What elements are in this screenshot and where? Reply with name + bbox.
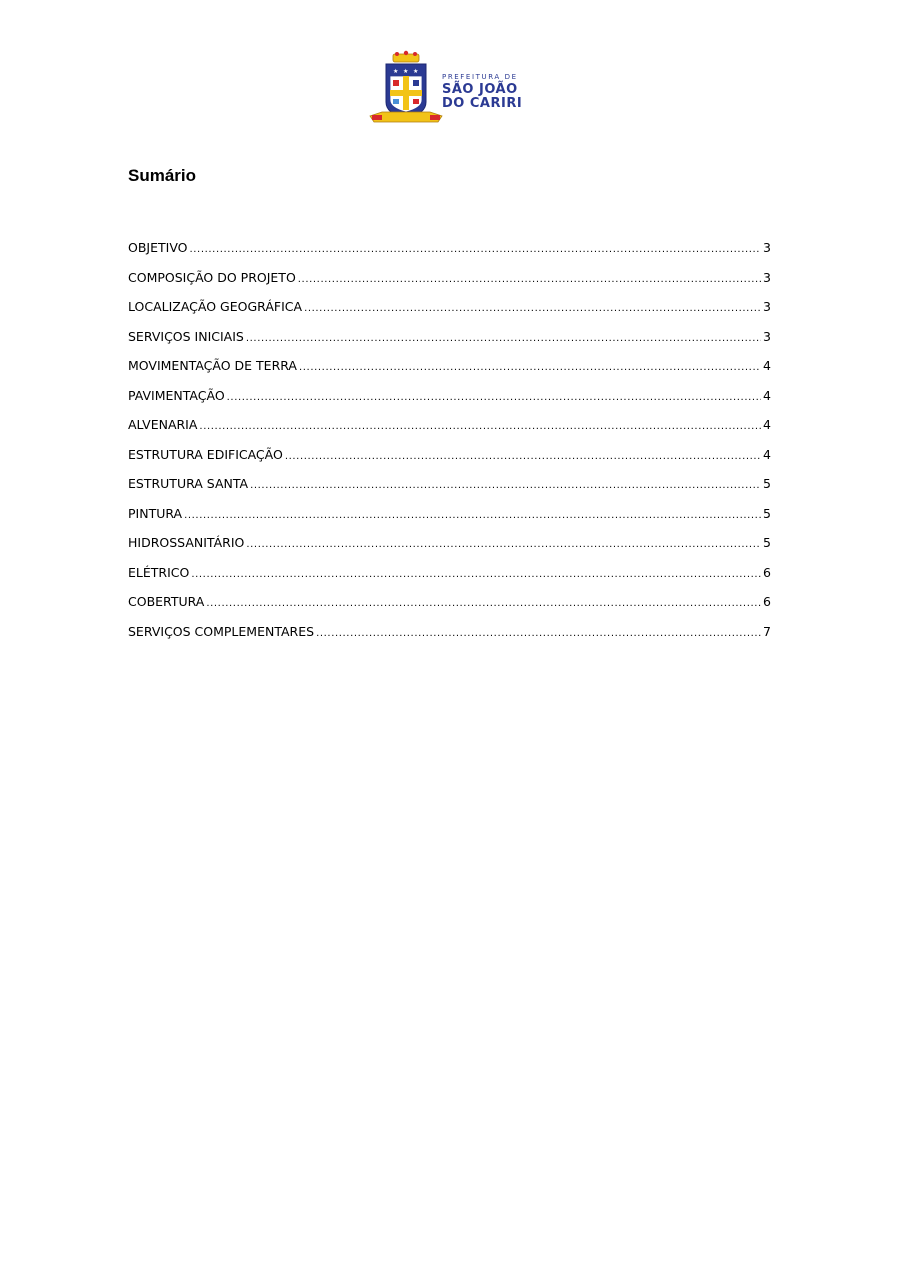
- logo-wordmark: [442, 74, 522, 111]
- toc-dot-leader: [190, 244, 762, 255]
- toc-entry-label: ALVENARIA: [128, 417, 198, 432]
- toc-entry-page: 4: [763, 387, 771, 403]
- toc-dot-leader: [316, 628, 761, 639]
- toc-entry[interactable]: [128, 240, 771, 270]
- toc-entry[interactable]: [128, 594, 771, 624]
- toc-entry-page: 4: [763, 417, 771, 432]
- svg-text:★: ★: [403, 68, 409, 75]
- toc-dot-leader: [206, 598, 761, 609]
- toc-entry-page: 3: [763, 240, 771, 255]
- toc-entry[interactable]: [128, 329, 771, 359]
- toc-entry-page: 5: [763, 505, 771, 521]
- toc-entry[interactable]: [128, 535, 771, 565]
- toc-title: Sumário: [128, 166, 197, 185]
- toc-entry-page: 3: [763, 269, 771, 285]
- toc-entry[interactable]: [128, 417, 771, 447]
- toc-entry-label: ESTRUTURA EDIFICAÇÃO: [128, 446, 283, 462]
- toc-entry-label: ESTRUTURA SANTA: [128, 476, 249, 491]
- toc-entry-page: 4: [763, 358, 771, 373]
- toc-entry[interactable]: [128, 447, 771, 477]
- toc-dot-leader: [246, 333, 761, 344]
- logo-subtitle: PREFEITURA DE: [442, 73, 518, 81]
- toc-entry-page: 3: [763, 299, 771, 314]
- toc-entry[interactable]: [128, 624, 771, 654]
- toc-entry[interactable]: [128, 270, 771, 300]
- logo-name-line1: SÃO JOÃO: [442, 82, 518, 97]
- toc-entry-page: 4: [763, 446, 771, 462]
- prefeitura-logo: [366, 50, 526, 132]
- toc-dot-leader: [285, 451, 761, 462]
- toc-entry-label: SERVIÇOS COMPLEMENTARES: [128, 623, 315, 639]
- toc-entry-label: SERVIÇOS INICIAIS: [128, 328, 244, 344]
- toc-entry[interactable]: [128, 476, 771, 506]
- toc-entry-page: 6: [763, 594, 771, 609]
- toc-dot-leader: [246, 539, 761, 550]
- toc-dot-leader: [199, 421, 761, 432]
- toc-entry[interactable]: [128, 299, 771, 329]
- toc-entry-page: 7: [763, 623, 771, 639]
- toc-entry-page: 5: [763, 535, 771, 550]
- toc-entry-label: PINTURA: [128, 505, 183, 521]
- toc-entry-label: COMPOSIÇÃO DO PROJETO: [128, 269, 296, 285]
- svg-text:★: ★: [393, 68, 399, 75]
- toc-dot-leader: [299, 362, 761, 373]
- toc-entry[interactable]: [128, 506, 771, 536]
- coat-of-arms-icon: [366, 50, 446, 132]
- toc-entry-page: 6: [763, 564, 771, 580]
- toc-entry-label: LOCALIZAÇÃO GEOGRÁFICA: [128, 299, 303, 314]
- toc-entry[interactable]: [128, 565, 771, 595]
- toc-entry-label: PAVIMENTAÇÃO: [128, 387, 225, 403]
- toc-dot-leader: [191, 569, 761, 580]
- logo-name-line2: DO CARIRI: [442, 96, 523, 111]
- toc-list: [128, 240, 771, 653]
- toc-entry-label: OBJETIVO: [128, 240, 188, 255]
- svg-text:★: ★: [413, 68, 419, 75]
- toc-entry-label: MOVIMENTAÇÃO DE TERRA: [128, 358, 297, 373]
- toc-entry[interactable]: [128, 388, 771, 418]
- toc-entry-label: HIDROSSANITÁRIO: [128, 535, 245, 550]
- toc-dot-leader: [227, 392, 761, 403]
- toc-dot-leader: [298, 274, 761, 285]
- toc-dot-leader: [250, 480, 761, 491]
- toc-entry-label: COBERTURA: [128, 594, 205, 609]
- toc-entry[interactable]: [128, 358, 771, 388]
- toc-entry-page: 5: [763, 476, 771, 491]
- toc-entry-page: 3: [763, 328, 771, 344]
- toc-entry-label: ELÉTRICO: [128, 564, 190, 580]
- toc-dot-leader: [304, 303, 761, 314]
- toc-dot-leader: [184, 510, 761, 521]
